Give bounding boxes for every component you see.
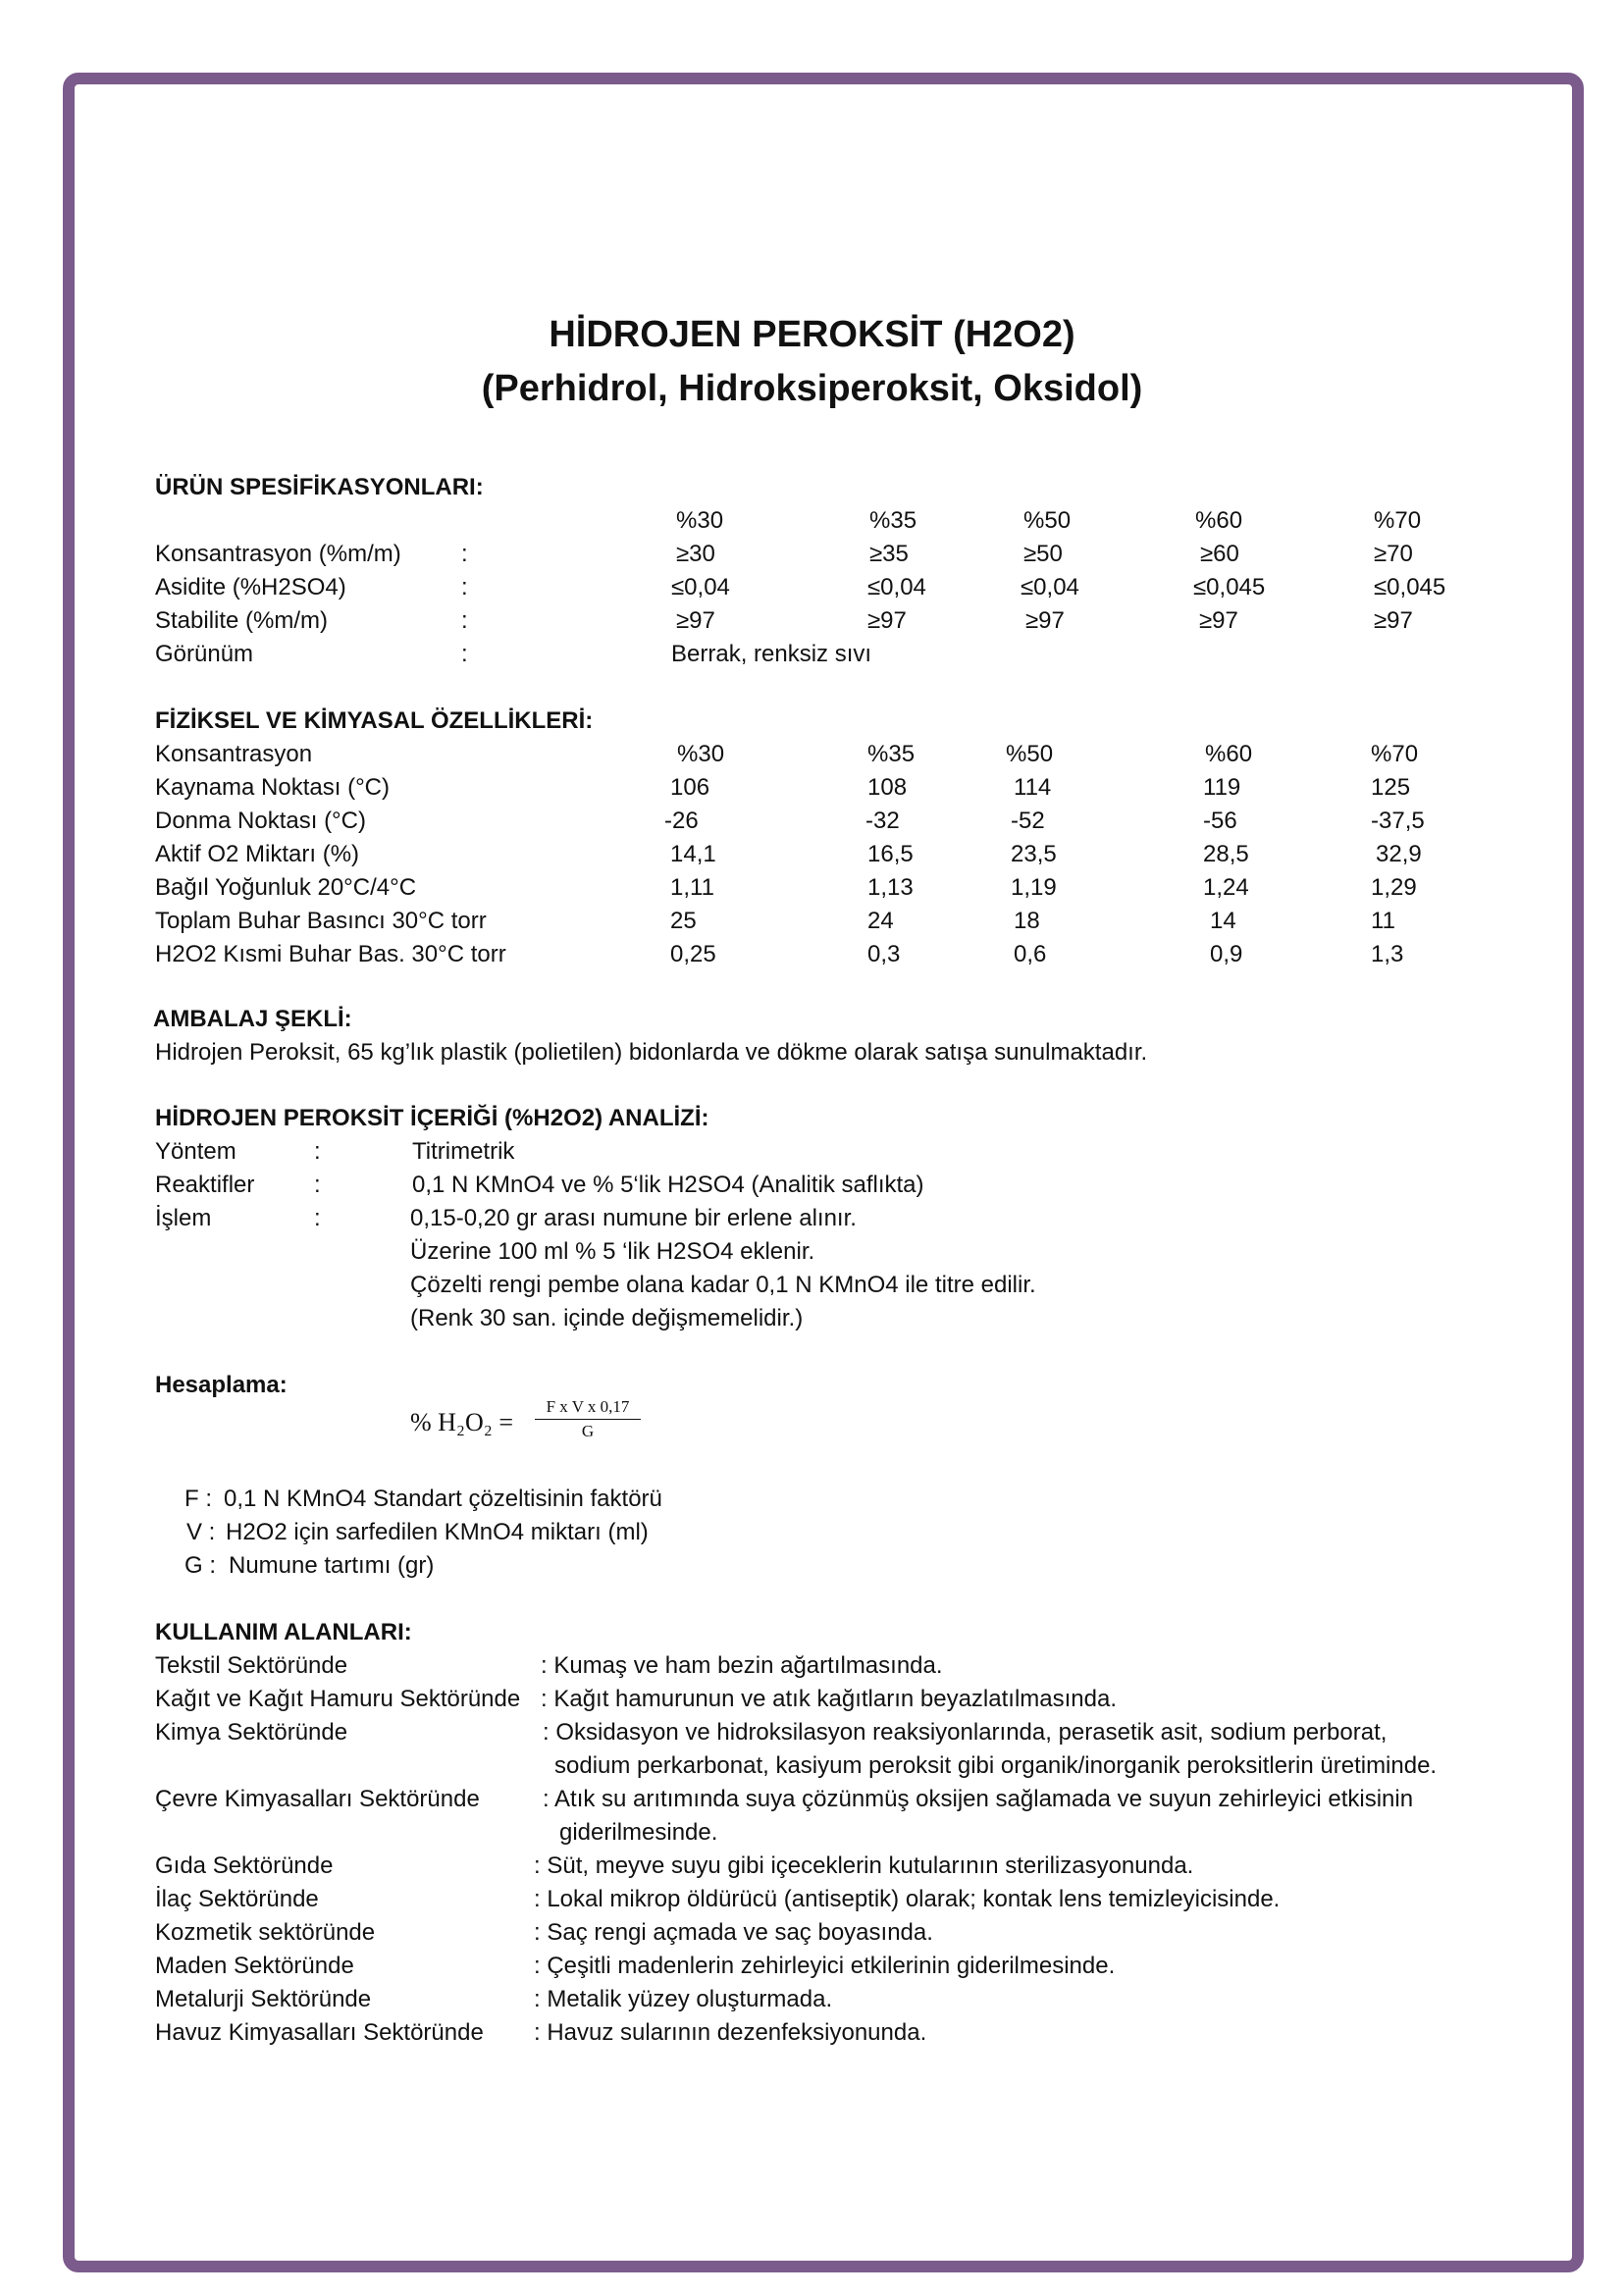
physical-cell: -26: [664, 808, 699, 834]
usage-item: [0, 1716, 1624, 1749]
physical-row: [0, 771, 1624, 805]
physical-cell: 0,6: [1014, 941, 1047, 967]
legend-text: H2O2 için sarfedilen KMnO4 miktarı (ml): [226, 1519, 649, 1545]
appearance-value: Berrak, renksiz sıvı: [671, 641, 872, 667]
calculation-heading: Hesaplama:: [155, 1372, 288, 1398]
page-title: HİDROJEN PEROKSİT (H2O2): [549, 314, 1075, 355]
formula-denominator: G: [581, 1422, 595, 1440]
legend-row: [0, 1549, 1624, 1583]
physical-cell: 1,29: [1371, 874, 1417, 901]
usage-desc: : Lokal mikrop öldürücü (antiseptik) olarak; kontak lens temizleyicisinde.: [534, 1886, 1281, 1912]
physical-cell: %70: [1371, 741, 1419, 767]
physical-cell: 14,1: [670, 841, 716, 867]
physical-cell: 14: [1210, 908, 1236, 934]
physical-row-label: Kaynama Noktası (°C): [155, 774, 391, 801]
spec-cell: ≥50: [1023, 541, 1063, 567]
physical-row: [0, 938, 1624, 971]
physical-cell: -37,5: [1371, 808, 1425, 834]
physical-cell: %60: [1205, 741, 1253, 767]
physical-cell: 125: [1371, 774, 1411, 801]
spec-col: %50: [1023, 507, 1072, 534]
physical-row-label: Donma Noktası (°C): [155, 808, 366, 834]
physical-cell: %35: [867, 741, 916, 767]
physical-cell: 1,24: [1203, 874, 1249, 901]
usage-sector: Kozmetik sektöründe: [155, 1919, 376, 1946]
physical-cell: 0,3: [867, 941, 901, 967]
physical-cell: -32: [865, 808, 900, 834]
physical-cell: -52: [1011, 808, 1045, 834]
reagents-value: 0,1 N KMnO4 ve % 5‘lik H2SO4 (Analitik saflıkta): [412, 1172, 924, 1198]
physical-cell: 32,9: [1376, 841, 1422, 867]
packaging-heading: AMBALAJ ŞEKLİ:: [153, 1006, 352, 1032]
physical-cell: 16,5: [867, 841, 914, 867]
usage-desc: : Saç rengi açmada ve saç boyasında.: [534, 1919, 933, 1946]
usage-item: [0, 1783, 1624, 1816]
usage-item: [0, 1683, 1624, 1716]
spec-row-colon: :: [461, 541, 468, 567]
usage-sector: Kağıt ve Kağıt Hamuru Sektöründe: [155, 1686, 521, 1712]
procedure-label: İşlem: [155, 1205, 212, 1231]
legend-key: V :: [186, 1519, 216, 1545]
usage-desc: : Oksidasyon ve hidroksilasyon reaksiyonlarında, perasetik asit, sodium perborat,: [543, 1719, 1388, 1746]
usage-sector: Çevre Kimyasalları Sektöründe: [155, 1786, 480, 1812]
page-subtitle: (Perhidrol, Hidroksiperoksit, Oksidol): [481, 368, 1143, 409]
spec-cell: ≤0,04: [867, 574, 926, 600]
physical-row: [0, 905, 1624, 938]
usage-desc: : Havuz sularının dezenfeksiyonunda.: [534, 2019, 927, 2046]
usage-sector: Metalurji Sektöründe: [155, 1986, 372, 2012]
usage-item: [0, 1916, 1624, 1950]
physical-cell: 11: [1371, 908, 1395, 934]
usage-desc: : Kumaş ve ham bezin ağartılmasında.: [541, 1652, 943, 1679]
usage-item: [0, 1950, 1624, 1983]
physical-cell: 1,11: [670, 874, 714, 901]
physical-heading: FİZİKSEL VE KİMYASAL ÖZELLİKLERİ:: [155, 707, 594, 734]
analysis-reagents: [0, 1169, 1624, 1202]
usage-item: [0, 2016, 1624, 2050]
procedure-line: (Renk 30 san. içinde değişmemelidir.): [410, 1305, 804, 1331]
physical-row-label: Konsantrasyon: [155, 741, 313, 767]
legend-text: 0,1 N KMnO4 Standart çözeltisinin faktörü: [224, 1486, 662, 1512]
spec-cell: ≤0,045: [1374, 574, 1446, 600]
physical-cell: -56: [1203, 808, 1237, 834]
usage-heading: KULLANIM ALANLARI:: [155, 1619, 412, 1645]
legend-row: [0, 1483, 1624, 1516]
procedure-colon: :: [314, 1205, 321, 1231]
procedure-line: Çözelti rengi pembe olana kadar 0,1 N KMnO4 ile titre edilir.: [410, 1272, 1036, 1298]
spec-cell: ≥97: [676, 607, 715, 634]
usage-sector: Tekstil Sektöründe: [155, 1652, 348, 1679]
legend-key: F :: [184, 1486, 212, 1512]
physical-cell: 28,5: [1203, 841, 1249, 867]
physical-cell: 114: [1014, 774, 1052, 801]
spec-row-label: Konsantrasyon (%m/m): [155, 541, 401, 567]
physical-cell: 119: [1203, 774, 1241, 801]
usage-sector: Gıda Sektöründe: [155, 1852, 334, 1879]
usage-desc: : Atık su arıtımında suya çözünmüş oksijen sağlamada ve suyun zehirleyici etkisinin: [543, 1786, 1414, 1812]
spec-row: [0, 571, 1624, 604]
spec-row-label: Stabilite (%m/m): [155, 607, 329, 634]
spec-col: %70: [1374, 507, 1422, 534]
spec-row-colon: :: [461, 574, 468, 600]
analysis-method: [0, 1135, 1624, 1169]
usage-sector: Maden Sektöründe: [155, 1953, 354, 1979]
spec-cell: ≤0,04: [1021, 574, 1079, 600]
method-colon: :: [314, 1138, 321, 1165]
spec-row: [0, 538, 1624, 571]
spec-cell: ≥97: [1025, 607, 1065, 634]
reagents-label: Reaktifler: [155, 1172, 255, 1198]
spec-cell: ≥70: [1374, 541, 1413, 567]
spec-row: [0, 604, 1624, 638]
usage-item: [0, 1983, 1624, 2016]
physical-row-label: Toplam Buhar Basıncı 30°C torr: [155, 908, 487, 934]
usage-item: [0, 1883, 1624, 1916]
reagents-colon: :: [314, 1172, 321, 1198]
spec-cell: ≥97: [1199, 607, 1238, 634]
physical-cell: %30: [677, 741, 725, 767]
legend-row: [0, 1516, 1624, 1549]
usage-item: [0, 1649, 1624, 1683]
physical-cell: 106: [670, 774, 710, 801]
legend-key: G :: [184, 1552, 217, 1579]
usage-sector: İlaç Sektöründe: [155, 1886, 319, 1912]
physical-cell: 18: [1014, 908, 1040, 934]
spec-column-headers: [0, 504, 1624, 538]
physical-row: [0, 738, 1624, 771]
physical-cell: 1,3: [1371, 941, 1404, 967]
physical-row-label: Bağıl Yoğunluk 20°C/4°C: [155, 874, 417, 901]
legend-text: Numune tartımı (gr): [229, 1552, 435, 1579]
usage-desc: : Metalik yüzey oluşturmada.: [534, 1986, 833, 2012]
spec-cell: ≥97: [1374, 607, 1413, 634]
usage-sector: Havuz Kimyasalları Sektöründe: [155, 2019, 484, 2046]
method-value: Titrimetrik: [412, 1138, 515, 1165]
physical-row: [0, 871, 1624, 905]
procedure-line: Üzerine 100 ml % 5 ‘lik H2SO4 eklenir.: [410, 1238, 815, 1265]
appearance-label: Görünüm: [155, 641, 254, 667]
spec-col: %35: [869, 507, 917, 534]
spec-cell: ≥35: [869, 541, 909, 567]
usage-sector: Kimya Sektöründe: [155, 1719, 348, 1746]
packaging-text: Hidrojen Peroksit, 65 kg’lık plastik (polietilen) bidonlarda ve dökme olarak satışa sunulmaktadır.: [155, 1039, 1148, 1066]
spec-row-colon: :: [461, 607, 468, 634]
usage-desc: : Kağıt hamurunun ve atık kağıtların beyazlatılmasında.: [541, 1686, 1117, 1712]
physical-cell: 23,5: [1011, 841, 1057, 867]
physical-cell: 108: [867, 774, 908, 801]
spec-cell: ≥97: [867, 607, 907, 634]
spec-col: %30: [676, 507, 724, 534]
usage-desc: : Çeşitli madenlerin zehirleyici etkilerinin giderilmesinde.: [534, 1953, 1116, 1979]
formula-lhs: % H₂O₂ =: [410, 1408, 514, 1436]
spec-cell: ≥30: [676, 541, 715, 567]
spec-row-appearance: [0, 638, 1624, 671]
usage-desc: : Süt, meyve suyu gibi içeceklerin kutularının sterilizasyonunda.: [534, 1852, 1194, 1879]
physical-row-label: Aktif O2 Miktarı (%): [155, 841, 360, 867]
spec-col: %60: [1195, 507, 1243, 534]
physical-cell: 0,25: [670, 941, 716, 967]
usage-desc-cont: sodium perkarbonat, kasiyum peroksit gibi organik/inorganik peroksitlerin üretiminde.: [554, 1752, 1438, 1779]
physical-row: [0, 838, 1624, 871]
appearance-colon: :: [461, 641, 468, 667]
spec-cell: ≥60: [1200, 541, 1239, 567]
physical-cell: 24: [867, 908, 894, 934]
usage-desc-cont: giderilmesinde.: [559, 1819, 718, 1846]
analysis-procedure: [0, 1202, 1624, 1235]
physical-cell: %50: [1006, 741, 1054, 767]
physical-cell: 0,9: [1210, 941, 1243, 967]
physical-row-label: H2O2 Kısmi Buhar Bas. 30°C torr: [155, 941, 506, 967]
physical-cell: 25: [670, 908, 697, 934]
spec-cell: ≤0,04: [671, 574, 730, 600]
formula-numerator: F x V x 0,17: [535, 1397, 641, 1420]
spec-row-label: Asidite (%H2SO4): [155, 574, 346, 600]
physical-row: [0, 805, 1624, 838]
formula-fraction: [535, 1397, 641, 1441]
physical-cell: 1,13: [867, 874, 914, 901]
method-label: Yöntem: [155, 1138, 236, 1165]
procedure-line: 0,15-0,20 gr arası numune bir erlene alınır.: [410, 1205, 857, 1231]
usage-item: [0, 1850, 1624, 1883]
spec-heading: ÜRÜN SPESİFİKASYONLARI:: [155, 474, 484, 500]
spec-cell: ≤0,045: [1193, 574, 1266, 600]
physical-cell: 1,19: [1011, 874, 1057, 901]
analysis-heading: HİDROJEN PEROKSİT İÇERİĞİ (%H2O2) ANALİZİ:: [155, 1105, 709, 1131]
